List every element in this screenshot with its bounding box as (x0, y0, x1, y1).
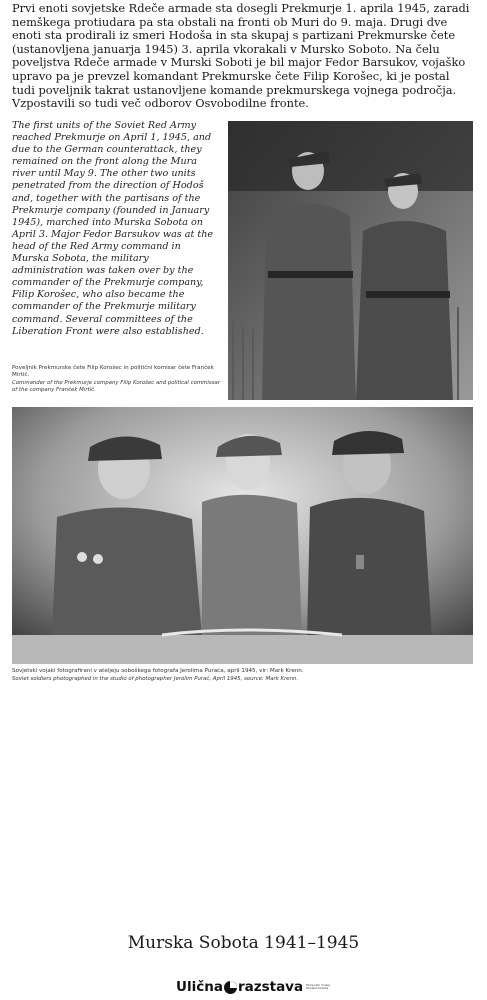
caption-english: Commander of the Prekmurje company Filip Korošec and political commissar of the company Franček Mirtič. (12, 380, 221, 393)
intro-paragraph-slovenian: Prvi enoti sovjetske Rdeče armade sta dosegli Prekmurje 1. aprila 1945, zaradi nemškega protiudara pa sta obstali na fronti ob Muri do 9. maja. Drugi dve enoti sta prodirali iz smeri Hodoša in sta skupaj s partizani Prekmurske čete (ustanovljena januarja 1945) 3. aprila vkorakali v Mursko Soboto. Na čelu poveljstva Rdeče armade v Murski Soboti je bil major Fedor Barsukov, vojaško upravo pa je prevzel komandant Prekmurske čete Filip Korošec, ki je postal tudi poveljnik takrat ustanovljene komande prekmurskega vojnega področja. Vzpostavili so tudi več odborov Osvobodilne fronte. (12, 1, 470, 111)
photo-three-soviet-soldiers (12, 407, 473, 664)
logo-word-ulicna: Ulična (176, 979, 223, 995)
exhibition-logo (176, 978, 330, 996)
photo-two-partisans (228, 121, 473, 400)
logo-museum-line: Murska Sobota (306, 986, 329, 990)
logo-mark-icon (224, 981, 237, 994)
exhibit-title: Murska Sobota 1941–1945 (127, 933, 360, 953)
logo-word-razstava: razstava (237, 979, 304, 995)
logo-museum-name (306, 984, 330, 991)
caption-slovenian: Poveljnik Prekmurske čete Filip Korošec in politični komisar čete Franček Mirtič. (12, 365, 214, 378)
caption-slovenian: Sovjetski vojaki fotografirani v ateljeju soboškega fotografa Jerolima Puraća, april 1945, vir: Mark Krenn. (12, 668, 304, 674)
caption-english: Soviet soldiers photographed in the studio of photographer Jerolim Purać, April 1945, source: Mark Krenn. (12, 676, 299, 682)
logo-museum-line: Pomurski muzej (306, 982, 330, 987)
intro-paragraph-english: The first units of the Soviet Red Army reached Prekmurje on April 1, 1945, and due to the German counterattack, they remained on the front along the Mura river until May 9. The other two units penetrated from the direction of Hodoš and, together with the partisans of the Prekmurje company (founded in January 1945), marched into Murska Sobota on April 3. Major Fedor Barsukov was at the head of the Red Army command in Murska Sobota, the military administration was taken over by the commander of the Prekmurje company, Filip Korošec, who also became the commander of the Prekmurje military command. Several committees of the Liberation Front were also established. (12, 120, 214, 337)
photo-caption-soviet-soldiers (12, 668, 452, 683)
photo-caption-partisans (12, 365, 222, 394)
